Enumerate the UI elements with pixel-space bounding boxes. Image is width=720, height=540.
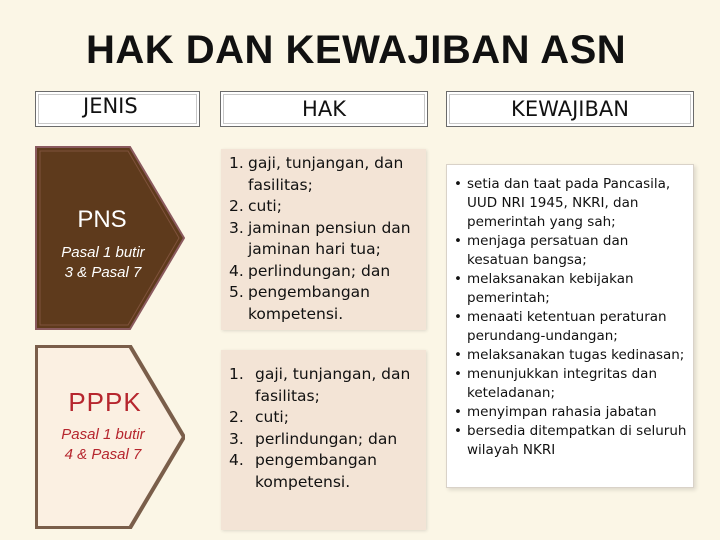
kewajiban-item: [452, 308, 692, 346]
pns-chevron: [35, 146, 185, 330]
bullet-icon: •: [454, 309, 462, 325]
hak-pns-box: [221, 149, 426, 330]
hak-item-text: gaji, tunjangan, dan fasilitas;: [255, 365, 411, 405]
hak-item: [229, 153, 421, 196]
pppk-reference: [43, 425, 163, 465]
kewajiban-item-text: setia dan taat pada Pancasila, UUD NRI 1945, NKRI, dan pemerintah yang sah;: [467, 176, 671, 230]
hak-item: [229, 407, 421, 429]
page-title: HAK DAN KEWAJIBAN ASN: [86, 28, 627, 72]
kewajiban-item-text: menyimpan rahasia jabatan: [467, 404, 657, 420]
bullet-icon: •: [454, 176, 462, 192]
bullet-icon: •: [454, 271, 462, 287]
hak-item-text: perlindungan; dan: [248, 261, 391, 280]
kewajiban-box: [446, 164, 694, 488]
pppk-name: PPPK: [68, 387, 142, 417]
kewajiban-item-text: menunjukkan integritas dan keteladanan;: [467, 366, 658, 401]
kewajiban-item-text: melaksanakan kebijakan pemerintah;: [467, 271, 634, 306]
hak-item-number: 1.: [229, 154, 244, 172]
pns-reference-line1: Pasal 1 butir: [61, 244, 145, 261]
pppk-chevron: [35, 345, 185, 529]
hak-item: [229, 196, 421, 218]
pns-reference-line2: 3 & Pasal 7: [64, 264, 142, 281]
hak-pns-list: [229, 153, 421, 325]
kewajiban-item: [452, 232, 692, 270]
hak-pppk-list: [229, 364, 421, 493]
kewajiban-item-text: menjaga persatuan dan kesatuan bangsa;: [467, 233, 629, 268]
header-hak-label: HAK: [302, 97, 346, 121]
pns-reference: [43, 243, 163, 283]
bullet-icon: •: [454, 366, 462, 382]
header-jenis-label: JENIS: [83, 94, 138, 118]
hak-item-number: 5.: [229, 283, 244, 301]
header-kewajiban-label: KEWAJIBAN: [511, 97, 629, 121]
kewajiban-item-text: menaati ketentuan peraturan perundang-undangan;: [467, 309, 667, 344]
kewajiban-item: [452, 270, 692, 308]
hak-item-text: gaji, tunjangan, dan fasilitas;: [248, 154, 404, 194]
bullet-icon: •: [454, 423, 462, 439]
bullet-icon: •: [454, 233, 462, 249]
hak-item-text: cuti;: [255, 408, 289, 426]
hak-item-number: 4.: [229, 261, 244, 280]
hak-item: [229, 282, 421, 325]
hak-pppk-box: [221, 350, 426, 530]
hak-item-number: 1.: [229, 365, 244, 383]
pppk-reference-line1: Pasal 1 butir: [61, 426, 145, 443]
kewajiban-item: [452, 346, 692, 365]
hak-item-number: 4.: [229, 451, 244, 469]
hak-item: [229, 450, 421, 493]
hak-item-text: jaminan pensiun dan jaminan hari tua;: [248, 218, 411, 258]
header-kewajiban: [446, 91, 694, 127]
kewajiban-list: [452, 175, 692, 460]
hak-item-text: pengembangan kompetensi.: [248, 283, 370, 323]
pns-chevron-shape: [35, 146, 185, 330]
hak-item-text: cuti;: [248, 197, 282, 215]
kewajiban-item-text: bersedia ditempatkan di seluruh wilayah NKRI: [467, 423, 687, 458]
hak-item-number: 3.: [229, 218, 244, 237]
kewajiban-item: [452, 403, 692, 422]
hak-item-number: 3.: [229, 429, 244, 448]
header-jenis: [35, 91, 200, 127]
bullet-icon: •: [454, 347, 462, 363]
pns-name: PNS: [77, 206, 127, 233]
kewajiban-item: [452, 422, 692, 460]
kewajiban-item-text: melaksanakan tugas kedinasan;: [467, 347, 685, 363]
kewajiban-item: [452, 175, 692, 232]
hak-item-number: 2.: [229, 408, 244, 426]
kewajiban-item: [452, 365, 692, 403]
header-hak: [220, 91, 428, 127]
hak-item-number: 2.: [229, 197, 244, 215]
hak-item-text: pengembangan kompetensi.: [255, 451, 377, 491]
pppk-reference-line2: 4 & Pasal 7: [64, 446, 142, 463]
hak-item-text: perlindungan; dan: [255, 429, 398, 448]
hak-item: [229, 218, 421, 261]
hak-item: [229, 429, 421, 451]
bullet-icon: •: [454, 404, 462, 420]
hak-item: [229, 261, 421, 283]
hak-item: [229, 364, 421, 407]
